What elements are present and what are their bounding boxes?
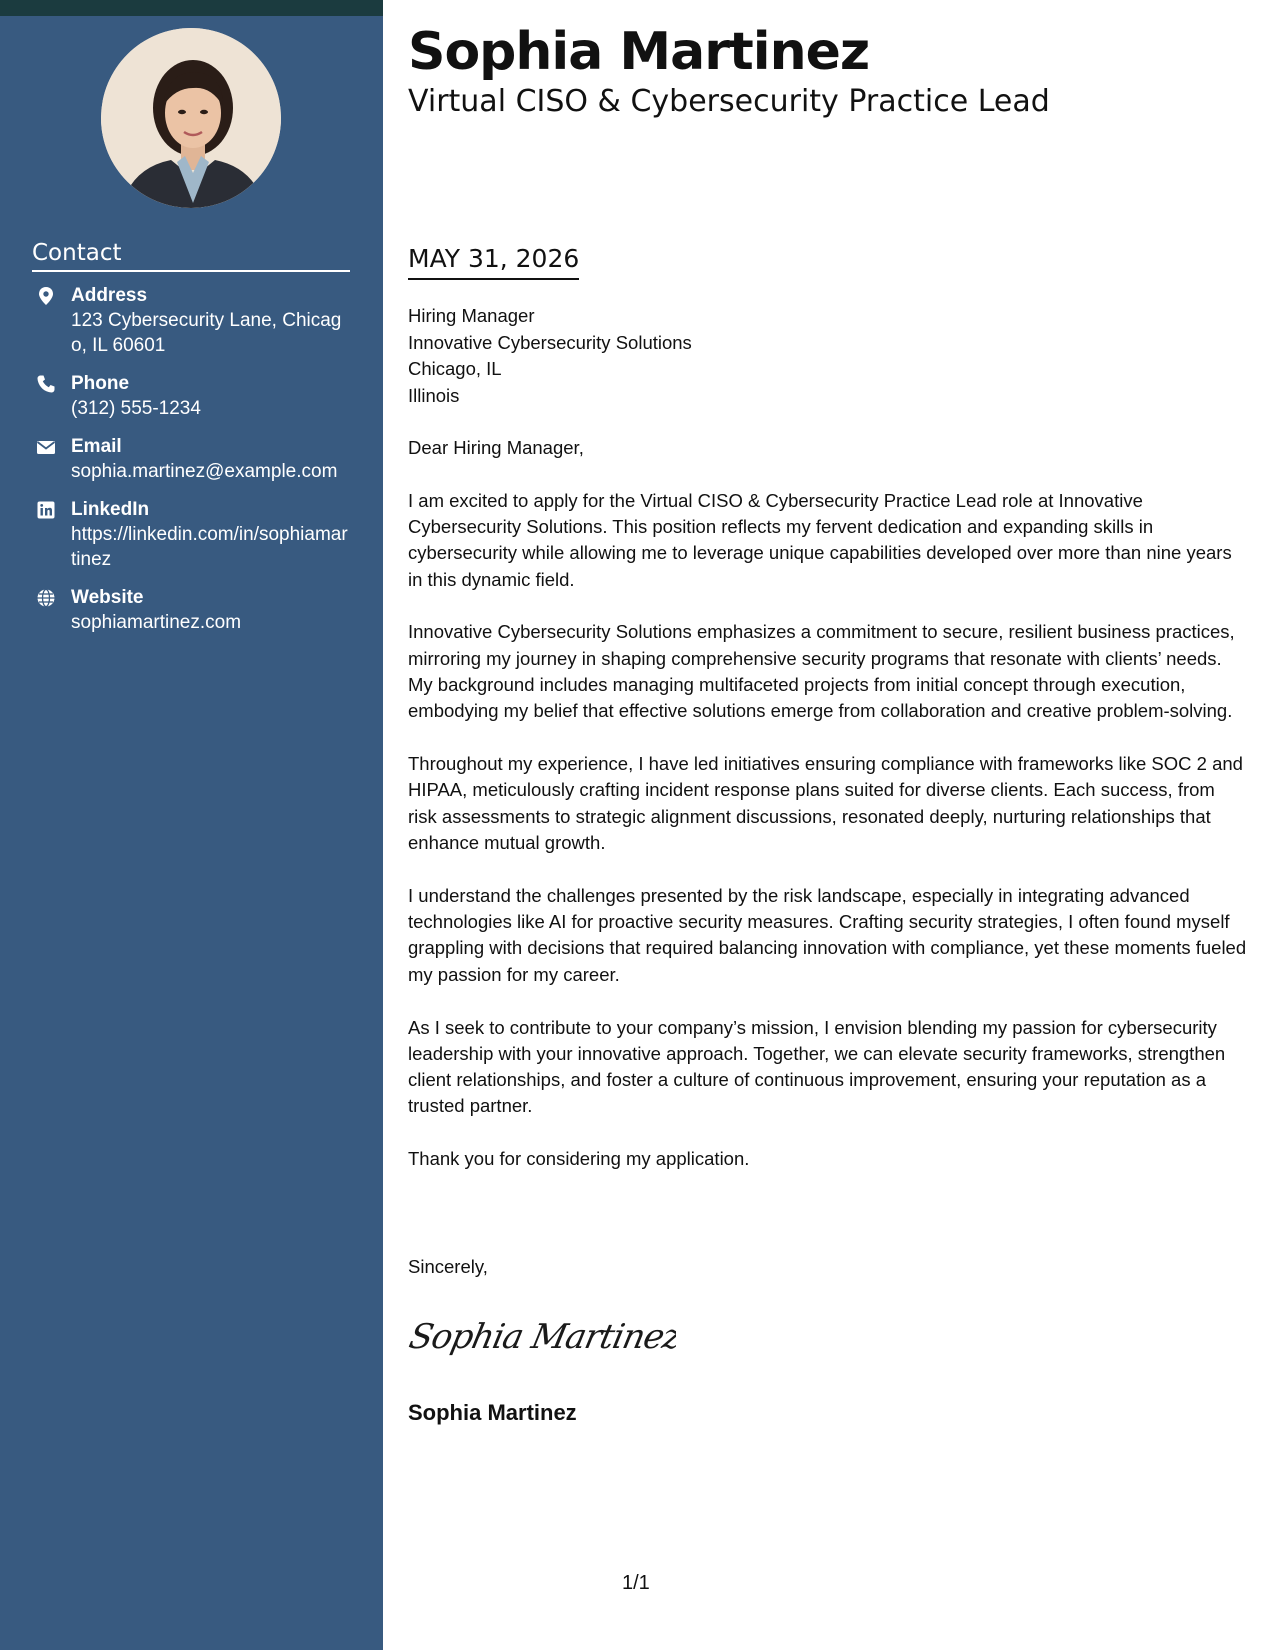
svg-text:Sophia Martinez: Sophia Martinez [406,1317,676,1357]
contact-item-address [32,284,352,358]
closing: Sincerely, [408,1256,488,1277]
contact-item-email [32,435,352,484]
contact-label: Address [71,285,148,306]
contact-item-website [32,586,352,635]
phone-value: (312) 555-1234 [71,398,201,419]
website-value[interactable]: sophiamartinez.com [71,612,242,633]
body-paragraph: I am excited to apply for the Virtual CISO & Cybersecurity Practice Lead role at Innovative Cybersecurity Solutions. This position reflects my fervent dedication and expanding skills in cybersecurity while allowing me to leverage unique capabilities developed over more than nine years in this dynamic field. [408,489,1232,590]
body-paragraph: I understand the challenges presented by the risk landscape, especially in integrating advanced technologies like AI for proactive security measures. Crafting security strategies, I often found myself grappling with decisions that required balancing innovation with compliance, yet these moments fueled my passion for my career. [408,884,1247,985]
contact-list [32,284,352,649]
linkedin-icon [36,500,56,520]
contact-label: Phone [71,373,130,394]
phone-icon [36,374,56,394]
contact-item-linkedin [32,498,352,572]
globe-icon [36,588,56,608]
page-number: 1/1 [622,1572,650,1594]
letter-date: MAY 31, 2026 [408,244,579,280]
contact-label: Email [71,436,122,457]
sidebar [0,0,383,1650]
letter-body [408,435,1248,1199]
envelope-icon [36,437,56,457]
sidebar-top-bar [0,0,383,16]
email-value: sophia.martinez@example.com [71,461,338,482]
recipient-line: Chicago, IL [408,358,502,379]
body-paragraph: Throughout my experience, I have led initiatives ensuring compliance with frameworks like SOC 2 and HIPAA, meticulously crafting incident response plans suited for diverse clients. Each success, from risk assessments to strategic alignment discussions, resonated deeply, nurturing relationships that enhance mutual growth. [408,753,1243,854]
applicant-role: Virtual CISO & Cybersecurity Practice Lead [408,84,1050,119]
recipient-line: Illinois [408,384,460,406]
contact-label: Website [71,587,144,608]
linkedin-value[interactable]: https://linkedin.com/in/sophiamartinez [71,524,348,570]
thank-you-line: Thank you for considering my application. [408,1148,750,1170]
profile-photo [101,28,281,208]
contact-heading: Contact [32,240,350,272]
contact-item-phone [32,372,352,421]
contact-label: LinkedIn [71,499,150,520]
address-value: 123 Cybersecurity Lane, Chicago, IL 60601 [71,310,342,356]
signer-name: Sophia Martinez [408,1400,577,1425]
body-paragraph: As I seek to contribute to your company’s mission, I envision blending my passion for cybersecurity leadership with your innovative approach. Together, we can elevate security frameworks, strengthen client relationships, and foster a culture of continuous improvement, ensuring your reputation as a trusted partner. [408,1016,1226,1117]
recipient-block [408,303,692,409]
handwritten-signature [406,1308,676,1368]
applicant-name: Sophia Martinez [408,22,870,82]
recipient-line: Hiring Manager [408,305,535,326]
recipient-line: Innovative Cybersecurity Solutions [408,331,692,353]
salutation: Dear Hiring Manager, [408,437,584,458]
location-pin-icon [36,286,56,306]
body-paragraph: Innovative Cybersecurity Solutions emphasizes a commitment to secure, resilient business practices, mirroring my journey in shaping comprehensive security programs that resonate with clients’ needs. My background includes managing multifaceted projects from initial concept through execution, embodying my belief that effective solutions emerge from collaboration and creative problem-solving. [408,621,1235,722]
